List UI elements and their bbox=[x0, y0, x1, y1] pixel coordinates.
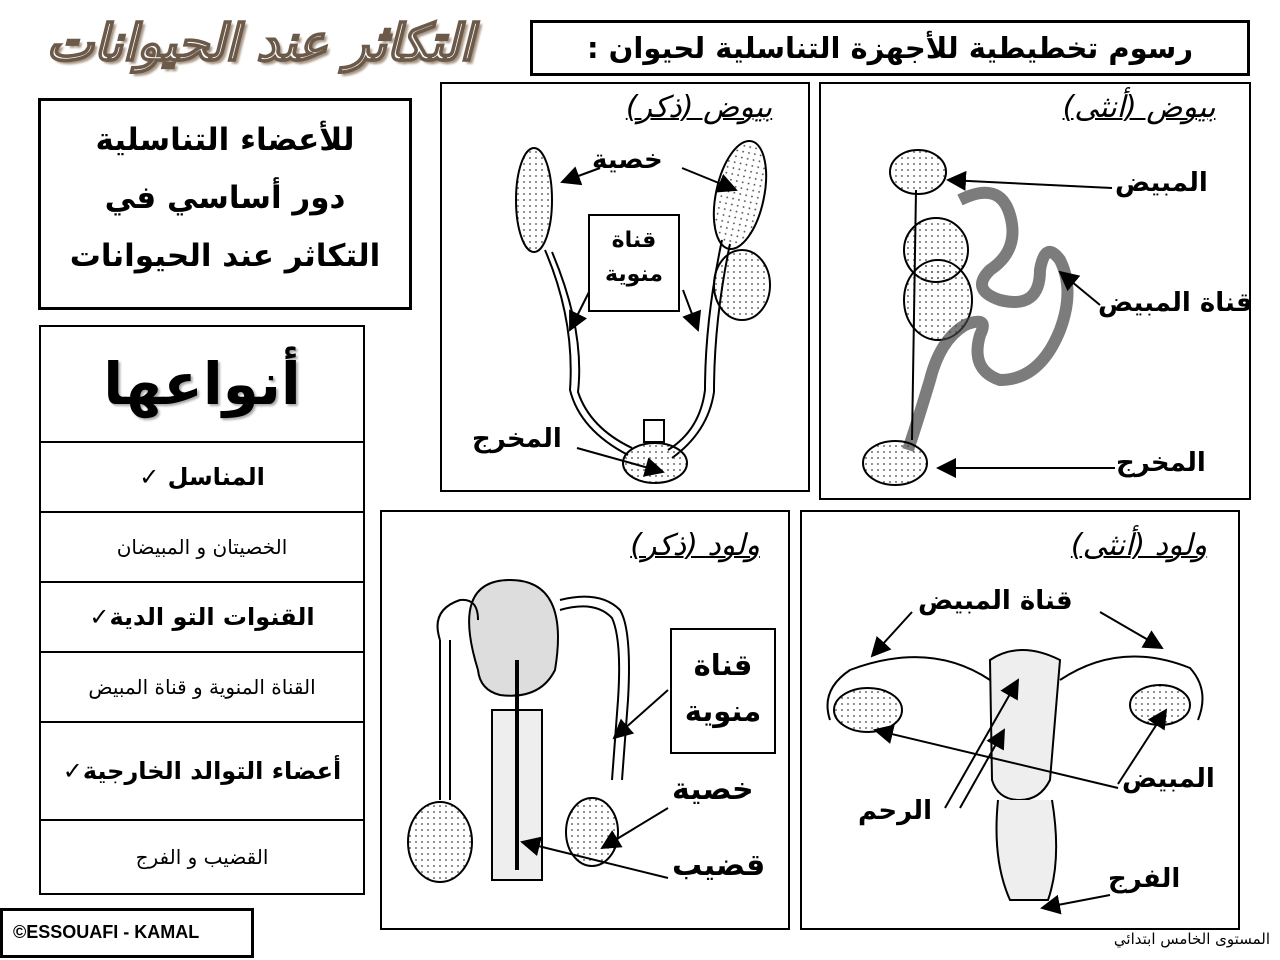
types-heading: أنواعها bbox=[41, 327, 363, 443]
title-oviparous-male: بيوض (ذكر) bbox=[625, 90, 773, 125]
title-oviparous-female: بيوض (أنثى) bbox=[1062, 90, 1216, 125]
label-testis-bird: خصية bbox=[592, 145, 663, 175]
types-row-ducts: القنوات التو الدية✓ bbox=[41, 583, 363, 653]
label-oviduct-mammal: قناة المبيض bbox=[918, 586, 1073, 616]
types-row-gonads-desc: الخصيتان و المبيضان bbox=[41, 513, 363, 583]
types-row-ducts-desc: القناة المنوية و قناة المبيض bbox=[41, 653, 363, 723]
title-viviparous-male: ولود (ذكر) bbox=[630, 528, 760, 563]
intro-line-1: للأعضاء التناسلية bbox=[95, 122, 355, 158]
intro-line-2: دور أساسي في bbox=[104, 180, 346, 216]
label-cloaca-male: المخرج bbox=[472, 424, 562, 454]
label-sperm-duct-bird-2: منوية bbox=[605, 262, 663, 287]
intro-line-3: التكاثر عند الحيوانات bbox=[69, 238, 381, 274]
label-sperm-duct-bird-1: قناة bbox=[611, 228, 657, 253]
main-title: التكاثر عند الحيوانات bbox=[46, 14, 474, 72]
mammal-male-diagram bbox=[408, 580, 629, 882]
types-row-external-desc: القضيب و الفرج bbox=[135, 845, 269, 869]
types-row-external: أعضاء التوالد الخارجية✓ bbox=[41, 723, 363, 821]
label-uterus: الرحم bbox=[858, 796, 932, 826]
label-ovary-mammal: المبيض bbox=[1122, 764, 1215, 794]
label-testis-mammal: خصية bbox=[672, 772, 754, 807]
label-ovary-bird: المبيض bbox=[1115, 168, 1208, 198]
label-sperm-duct-mammal-2: منوية bbox=[684, 694, 762, 728]
title-viviparous-female: ولود (أنثى) bbox=[1070, 528, 1208, 563]
label-sperm-duct-mammal-1: قناة bbox=[693, 648, 753, 682]
credit-box: ©ESSOUAFI - KAMAL bbox=[0, 908, 254, 958]
label-sperm-duct-bird bbox=[588, 214, 680, 312]
label-vulva: الفرج bbox=[1108, 864, 1181, 894]
level-label: المستوى الخامس ابتدائي bbox=[1113, 930, 1270, 948]
label-penis: قضيب bbox=[672, 848, 766, 883]
bird-female-diagram bbox=[863, 150, 1068, 485]
subtitle: رسوم تخطيطية للأجهزة التناسلية لحيوان : bbox=[530, 20, 1250, 76]
types-row-gonads: المناسل ✓ bbox=[41, 443, 363, 513]
label-sperm-duct-mammal bbox=[670, 628, 776, 754]
label-oviduct-bird: قناة المبيض bbox=[1098, 288, 1253, 318]
label-cloaca-female: المخرج bbox=[1116, 448, 1206, 478]
